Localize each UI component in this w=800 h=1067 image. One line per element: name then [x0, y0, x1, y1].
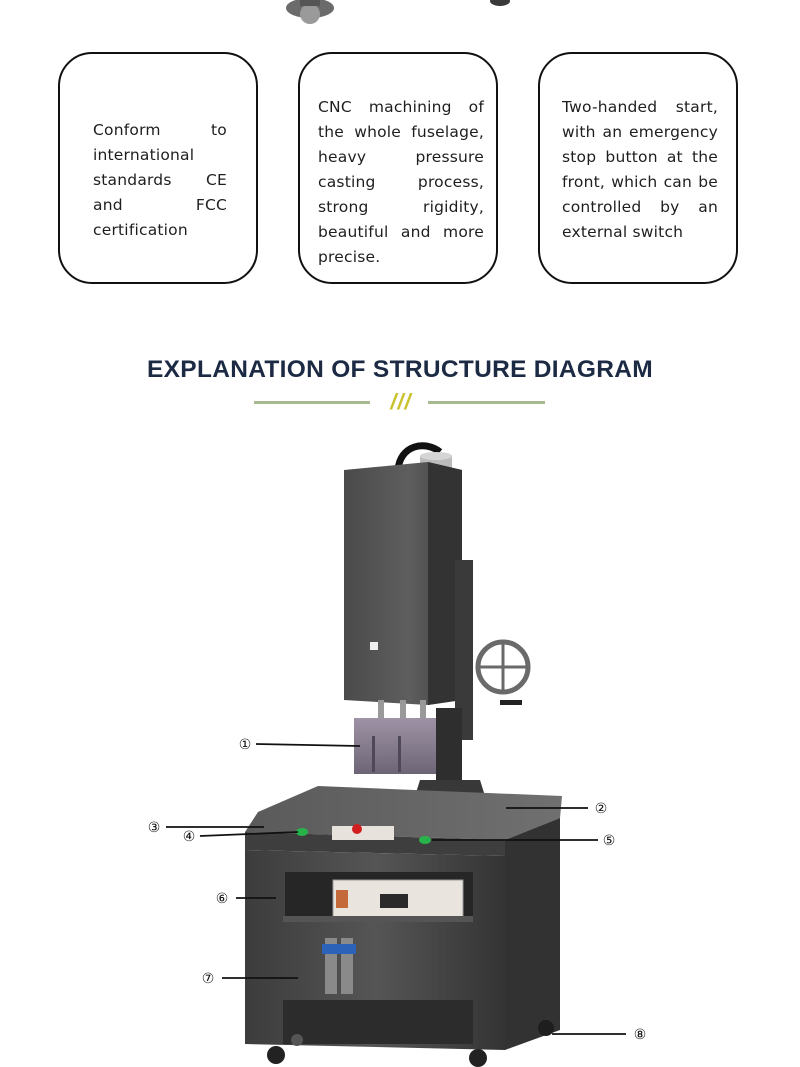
callout-1-label: ①: [238, 737, 252, 753]
title-divider-slashes: ///: [390, 389, 412, 414]
callout-7-label: ⑦: [201, 971, 215, 987]
section-title: EXPLANATION OF STRUCTURE DIAGRAM: [147, 356, 653, 383]
feature-card-cnc-fuselage: [298, 52, 498, 284]
feature-text: CNC machining of the whole fuselage, heavy pressure casting process, strong rigidity, beautiful and more precise.: [318, 98, 484, 266]
callout-5-label: ⑤: [602, 833, 616, 849]
feature-text: Conform to international standards CE and FCC certification: [93, 121, 227, 239]
callout-8-label: ⑧: [633, 1027, 647, 1043]
callout-2-label: ②: [594, 801, 608, 817]
structure-diagram: [0, 420, 800, 1067]
callout-6-label: ⑥: [215, 891, 229, 907]
callout-4-label: ④: [182, 829, 196, 845]
feature-text: Two-handed start, with an emergency stop button at the front, which can be controlled by an external switch: [562, 98, 718, 241]
title-divider-right: [428, 401, 545, 404]
title-divider-left: [254, 401, 370, 404]
caster-fragment-image: [0, 0, 800, 30]
feature-card-two-handed-start: [538, 52, 738, 284]
callout-3-label: ③: [147, 820, 161, 836]
ultrasonic-welder-image: [245, 446, 562, 1067]
feature-card-certification: [58, 52, 258, 284]
